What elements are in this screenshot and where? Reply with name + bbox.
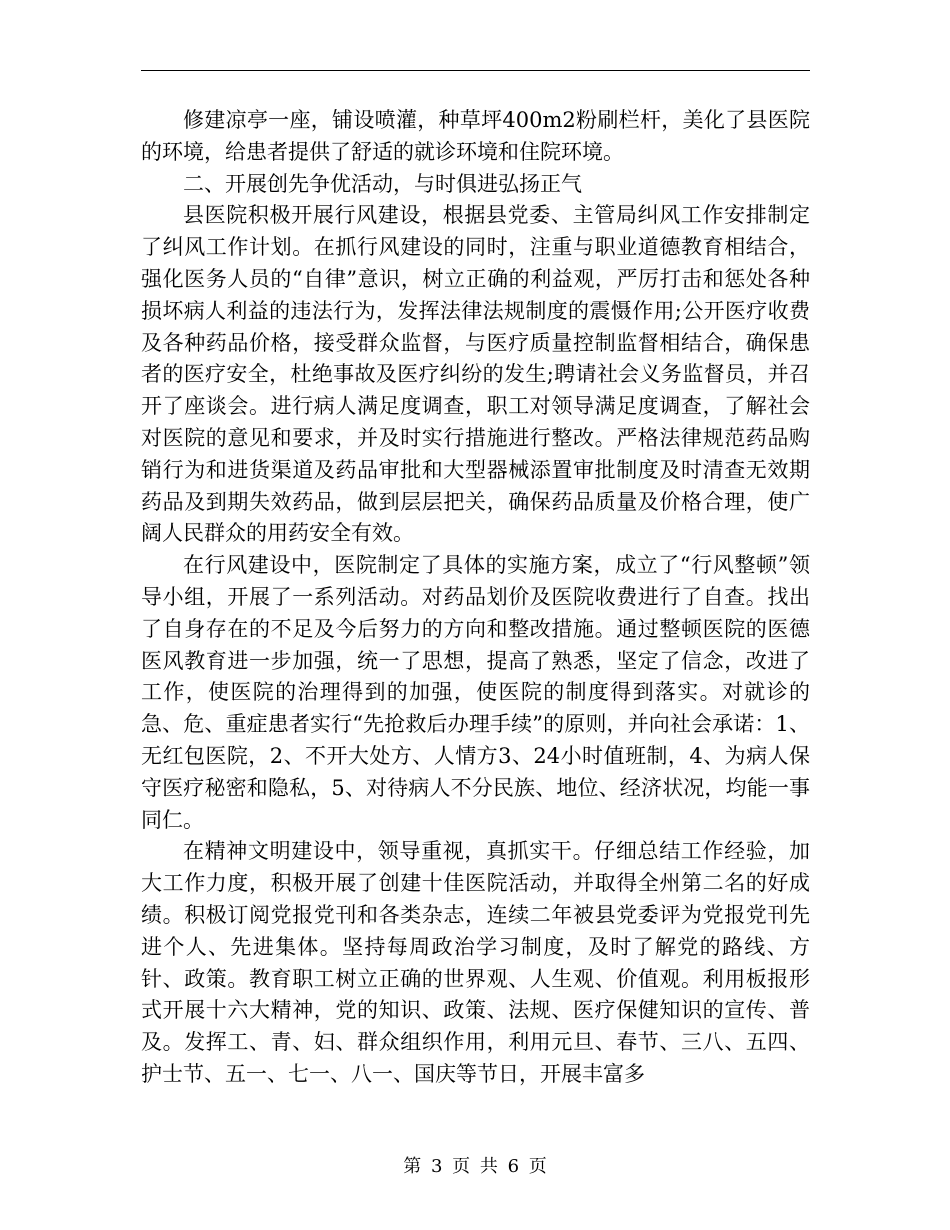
paragraph-2: 县医院积极开展行风建设，根据县党委、主管局纠风工作安排制定了纠风工作计划。在抓行风建设的同时，注重与职业道德教育相结合，强化医务人员的“自律”意识，树立正确的利益观，严厉打击和惩处各种损坏病人利益的违法行为，发挥法律法规制度的震慑作用;公开医疗收费及各种药品价格，接受群众监督，与医疗质量控制监督相结合，确保患者的医疗安全，杜绝事故及医疗纠纷的发生;聘请社会义务监督员，并召开了座谈会。进行病人满足度调查，职工对领导满足度调查，了解社会对医院的意见和要求，并及时实行措施进行整改。严格法律规范药品购销行为和进货渠道及药品审批和大型器械添置审批制度及时清查无效期药品及到期失效药品，做到层层把关，确保药品质量及价格合理，使广阔人民群众的用药安全有效。 [141, 203, 810, 546]
paragraph-1: 修建凉亭一座，铺设喷灌，种草坪400m2粉刷栏杆，美化了县医院的环境，给患者提供了舒适的就诊环境和住院环境。 [141, 108, 810, 164]
document-body [141, 105, 810, 1091]
page-number: 第 3 页 共 6 页 [403, 1156, 547, 1177]
header-rule [141, 70, 810, 71]
paragraph-4: 在精神文明建设中，领导重视，真抓实干。仔细总结工作经验，加大工作力度，积极开展了创建十佳医院活动，并取得全州第二名的好成绩。积极订阅党报党刊和各类杂志，连续二年被县党委评为党报党刊先进个人、先进集体。坚持每周政治学习制度，及时了解党的路线、方针、政策。教育职工树立正确的世界观、人生观、价值观。利用板报形式开展十六大精神，党的知识、政策、法规、医疗保健知识的宣传、普及。发挥工、青、妇、群众组织作用，利用元旦、春节、三八、五四、护士节、五一、七一、八一、国庆等节日，开展丰富多 [141, 839, 810, 1086]
section-heading: 二、开展创先争优活动，与时俱进弘扬正气 [183, 171, 582, 196]
paragraph-3: 在行风建设中，医院制定了具体的实施方案，成立了“行风整顿”领导小组，开展了一系列活动。对药品划价及医院收费进行了自查。找出了自身存在的不足及今后努力的方向和整改措施。通过整顿医院的医德医风教育进一步加强，统一了思想，提高了熟悉，坚定了信念，改进了工作，使医院的治理得到的加强，使医院的制度得到落实。对就诊的急、危、重症患者实行“先抢救后办理手续”的原则，并向社会承诺：1、无红包医院，2、不开大处方、人情方3、24小时值班制，4、为病人保守医疗秘密和隐私，5、对待病人不分民族、地位、经济状况，均能一事同仁。 [141, 553, 810, 832]
